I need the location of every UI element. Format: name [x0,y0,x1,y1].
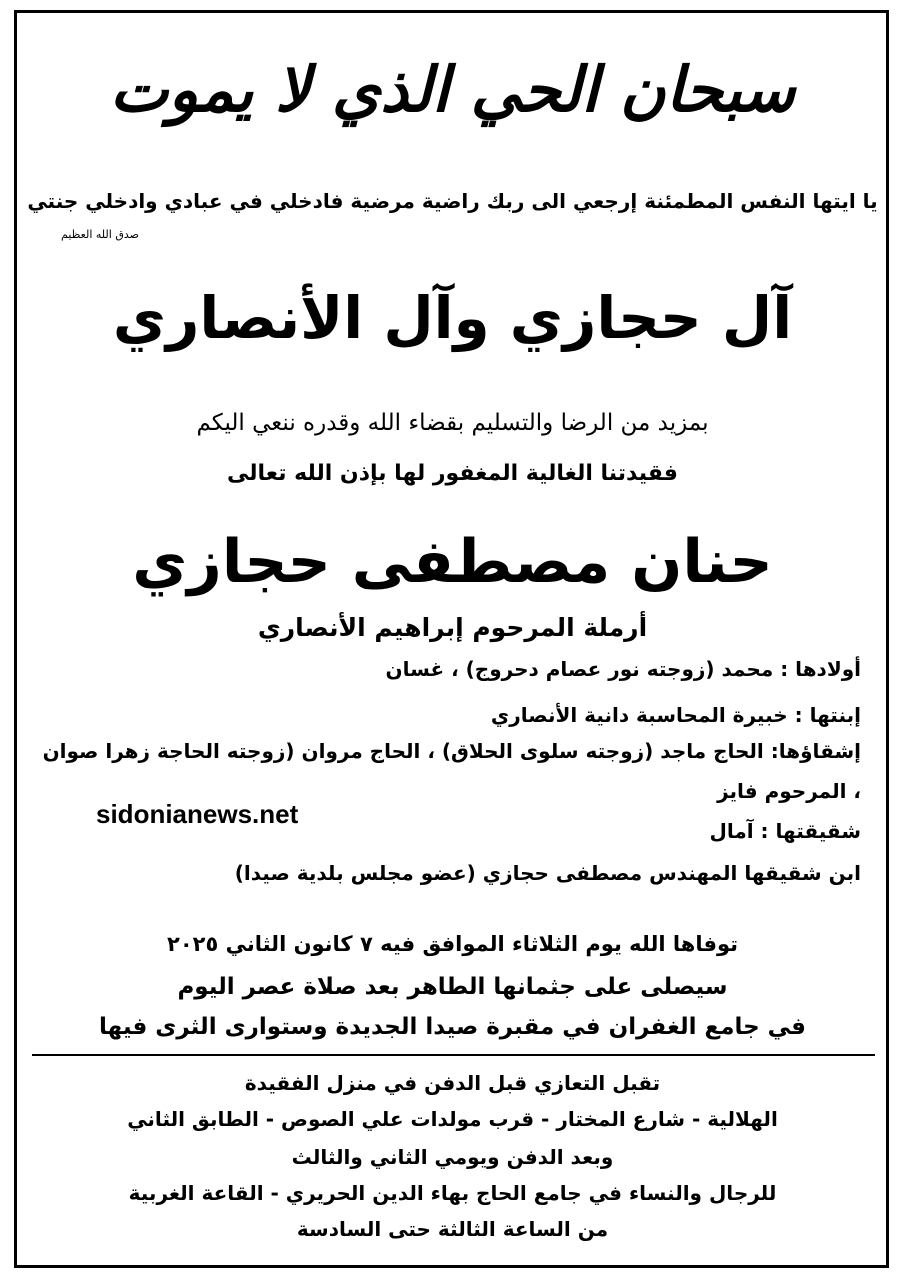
intro-line-1: بمزيد من الرضا والتسليم بقضاء الله وقدره ننعي اليكم [196,410,709,436]
death-line-2: سيصلى على جثمانها الطاهر بعد صلاة عصر اليوم [177,974,728,1000]
verse-source: صدق الله العظيم [61,228,139,241]
deceased-name: حنان مصطفى حجازي [132,527,773,597]
website-watermark: sidonianews.net [96,799,299,829]
widow-of: أرملة المرحوم إبراهيم الأنصاري [257,613,648,642]
condolences-line-4: للرجال والنساء في جامع الحاج بهاء الدين الحريري - القاعة الغربية [128,1181,777,1205]
death-line-3: في جامع الغفران في مقبرة صيدا الجديدة وستوارى الثرى فيها [99,1014,806,1040]
intro-line-2: فقيدتنا الغالية المغفور لها بإذن الله تعالى [227,461,678,486]
relatives-brothers: إشقاؤها: الحاج ماجد (زوجته سلوى الحلاق) ، الحاج مروان (زوجته الحاجة زهرا صوان [42,739,861,763]
condolences-line-2: الهلالية - شارع المختار - قرب مولدات علي الصوص - الطابق الثاني [127,1107,778,1131]
relatives-sister: شقيقتها : آمال [709,819,861,843]
calligraphy-heading: سبحان الحي الذي لا يموت [109,53,796,126]
relatives-nephew: ابن شقيقها المهندس مصطفى حجازي (عضو مجلس بلدية صيدا) [234,861,861,885]
families-title: آل حجازي وآل الأنصاري [112,284,793,352]
death-line-1: توفاها الله يوم الثلاثاء الموافق فيه ٧ كانون الثاني ٢٠٢٥ [167,932,738,956]
relatives-daughter: إبنتها : خبيرة المحاسبة دانية الأنصاري [490,703,861,727]
condolences-line-5: من الساعة الثالثة حتى السادسة [296,1217,609,1241]
condolences-line-3: وبعد الدفن ويومي الثاني والثالث [291,1145,614,1169]
relatives-sons: أولادها : محمد (زوجته نور عصام دحروج) ، غسان [385,657,861,681]
divider [32,1054,875,1056]
quran-verse: يا ايتها النفس المطمئنة إرجعي الى ربك راضية مرضية فادخلي في عبادي وادخلي جنتي [27,189,878,213]
relatives-brothers-cont: ، المرحوم فايز [717,779,861,803]
condolences-line-1: تقبل التعازي قبل الدفن في منزل الفقيدة [244,1071,661,1095]
